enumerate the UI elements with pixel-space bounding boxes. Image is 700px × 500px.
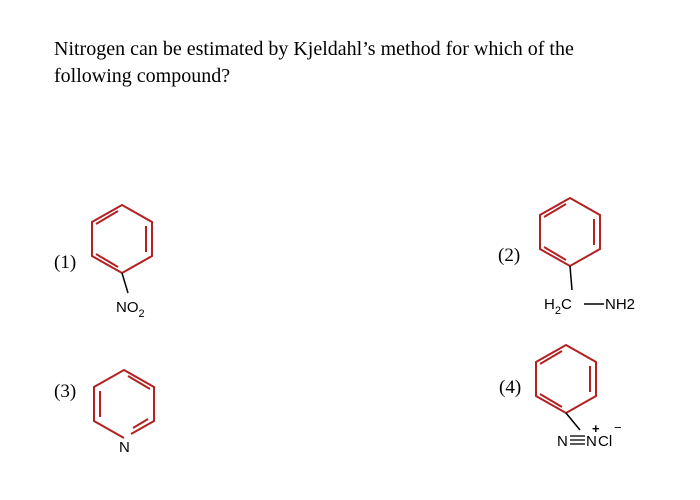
nitro-group-label: $NO_2$ — [116, 299, 145, 320]
negative-charge: − — [614, 420, 622, 435]
amine-label: NH2 — [605, 296, 636, 313]
chloride-label: Cl — [598, 433, 613, 450]
substituent-bond — [570, 266, 572, 290]
ch2-label: $H_2C$ — [544, 296, 572, 317]
substituent-bond — [122, 273, 128, 293]
pyridine-ring — [94, 370, 154, 438]
benzene-ring — [92, 205, 152, 273]
positive-charge: + — [592, 421, 600, 436]
ring-nitrogen-label: N — [119, 439, 130, 456]
structure-diazonium-chloride — [536, 345, 622, 450]
substituent-bond — [566, 413, 580, 430]
structure-nitrobenzene — [92, 205, 152, 320]
option-4-label: (4) — [499, 377, 522, 398]
question-line-2: following compound? — [54, 65, 231, 87]
structure-benzylamine — [540, 198, 635, 317]
structure-pyridine — [94, 370, 154, 456]
terminal-nitrogen-label: N — [557, 433, 568, 450]
option-2-label: (2) — [498, 245, 521, 266]
benzene-ring — [540, 198, 600, 266]
option-1-label: (1) — [54, 252, 77, 273]
benzene-ring — [536, 345, 596, 413]
option-3-label: (3) — [54, 381, 77, 402]
diazonium-nitrogen-label: N — [586, 433, 597, 450]
question-line-1: Nitrogen can be estimated by Kjeldahl’s method for which of the — [54, 38, 574, 60]
